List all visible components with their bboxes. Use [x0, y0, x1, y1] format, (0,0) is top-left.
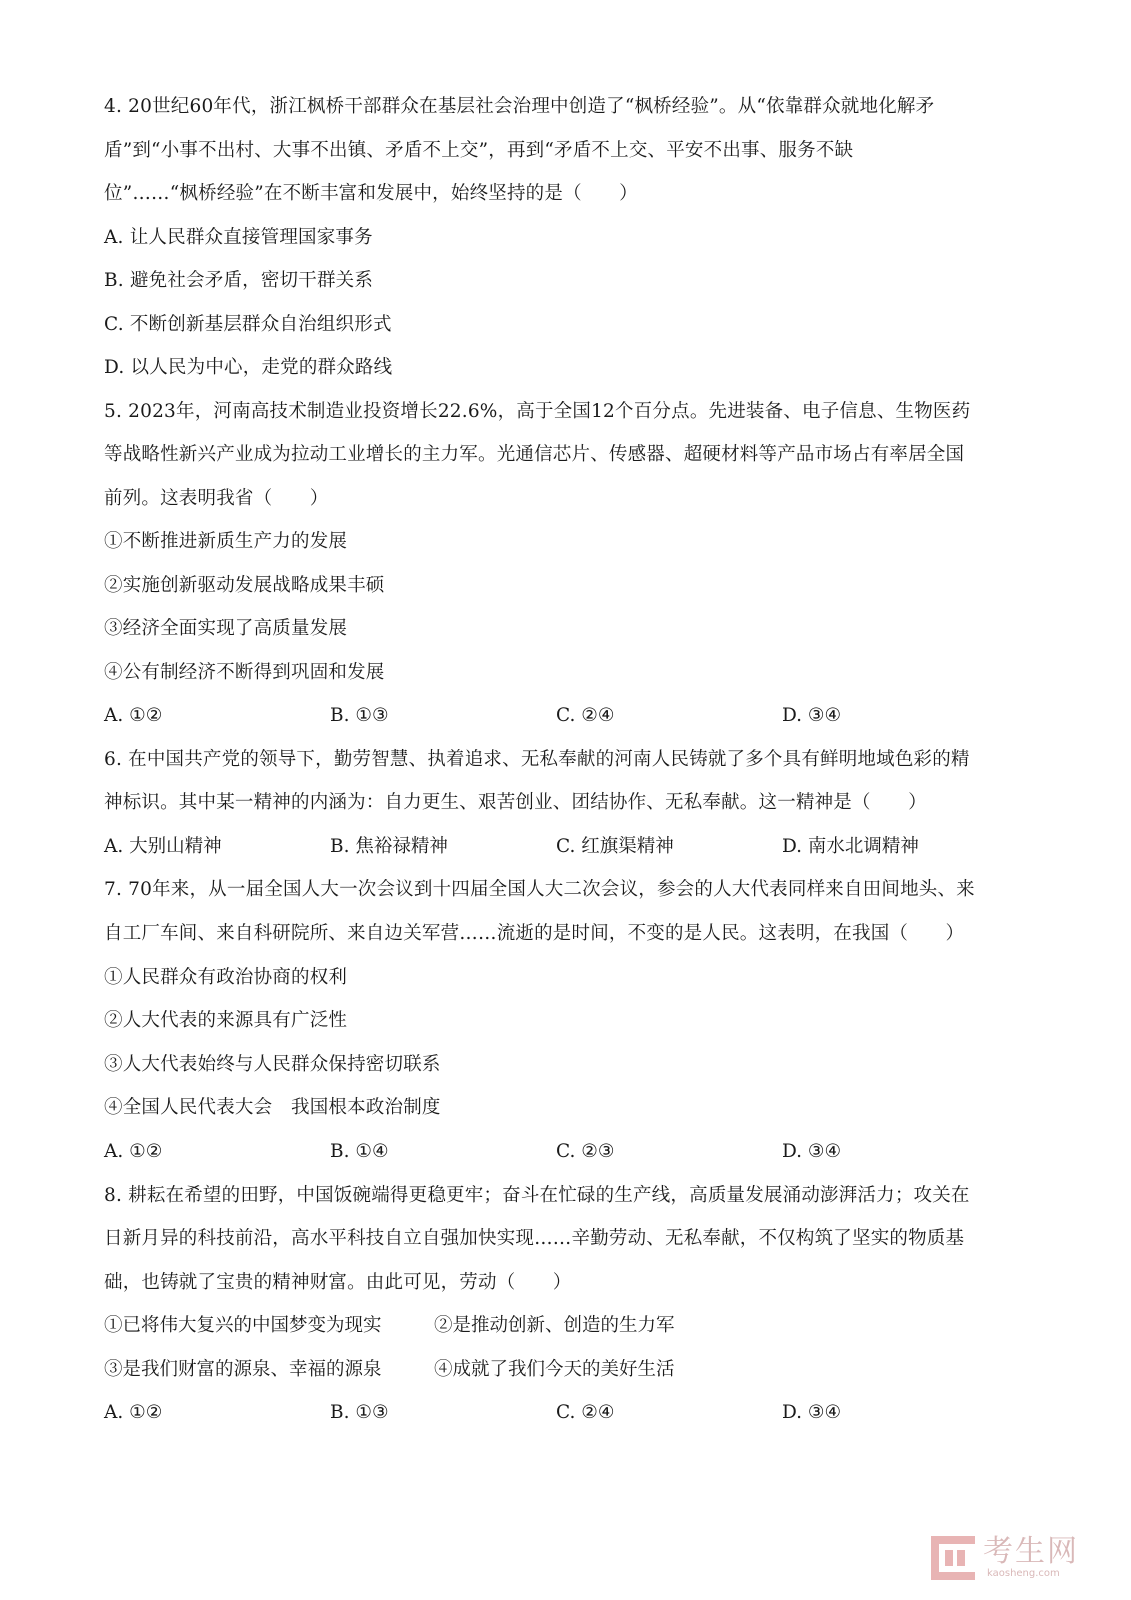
q4-option-b: B. 避免社会矛盾，密切干群关系: [104, 270, 374, 291]
q8-statement-3: ③是我们财富的源泉、幸福的源泉: [104, 1359, 382, 1380]
q5-statement-2: ②实施创新驱动发展战略成果丰硕: [104, 575, 385, 596]
q5-option-d: D. ③④: [782, 705, 842, 726]
watermark-url: kaosheng.com: [987, 1568, 1060, 1579]
q5-options: [104, 703, 1034, 729]
q6-option-c: C. 红旗渠精神: [556, 836, 674, 857]
q8-statements-row2: [104, 1357, 1034, 1383]
watermark-logo-icon: [931, 1536, 975, 1580]
q4-stem-line1: 4. 20世纪60年代，浙江枫桥干部群众在基层社会治理中创造了“枫桥经验”。从“依靠群众就地化解矛: [104, 96, 935, 117]
watermark: [931, 1534, 1091, 1582]
q6-option-d: D. 南水北调精神: [782, 836, 919, 857]
q4-stem-line3: 位”……“枫桥经验”在不断丰富和发展中，始终坚持的是（ ）: [104, 183, 638, 204]
q7-statement-4: ④全国人民代表大会 我国根本政治制度: [104, 1097, 441, 1118]
q8-statement-4: ④成就了我们今天的美好生活: [434, 1359, 675, 1380]
q4-stem-line2: 盾”到“小事不出村、大事不出镇、矛盾不上交”，再到“矛盾不上交、平安不出事、服务不缺: [104, 140, 854, 161]
q5-stem-line2: 等战略性新兴产业成为拉动工业增长的主力军。光通信芯片、传感器、超硬材料等产品市场占有率居全国: [104, 444, 965, 465]
q7-stem-line1: 7. 70年来，从一届全国人大一次会议到十四届全国人大二次会议，参会的人大代表同样来自田间地头、来: [104, 879, 975, 900]
q7-options: [104, 1139, 1034, 1165]
q8-options: [104, 1400, 1034, 1426]
q5-stem-line1: 5. 2023年，河南高技术制造业投资增长22.6%，高于全国12个百分点。先进装备、电子信息、生物医药: [104, 401, 971, 422]
q5-option-c: C. ②④: [556, 705, 615, 726]
q6-options: [104, 834, 1034, 860]
q8-option-a: A. ①②: [104, 1402, 163, 1423]
q7-stem-line2: 自工厂车间、来自科研院所、来自边关军营……流逝的是时间，不变的是人民。这表明，在我国（ ）: [104, 923, 965, 944]
q6-option-a: A. 大别山精神: [104, 836, 222, 857]
q8-statement-1: ①已将伟大复兴的中国梦变为现实: [104, 1315, 382, 1336]
q8-option-d: D. ③④: [782, 1402, 842, 1423]
q7-option-a: A. ①②: [104, 1141, 163, 1162]
q6-stem-line1: 6. 在中国共产党的领导下，勤劳智慧、执着追求、无私奉献的河南人民铸就了多个具有鲜明地域色彩的精: [104, 749, 970, 770]
q6-option-b: B. 焦裕禄精神: [330, 836, 448, 857]
q8-statement-2: ②是推动创新、创造的生力军: [434, 1315, 675, 1336]
q7-statement-3: ③人大代表始终与人民群众保持密切联系: [104, 1054, 441, 1075]
q8-option-b: B. ①③: [330, 1402, 389, 1423]
q7-option-b: B. ①④: [330, 1141, 389, 1162]
q8-stem-line2: 日新月异的科技前沿，高水平科技自立自强加快实现……辛勤劳动、无私奉献，不仅构筑了坚实的物质基: [104, 1228, 965, 1249]
watermark-brand: 考生网: [983, 1534, 1079, 1569]
q7-option-c: C. ②③: [556, 1141, 615, 1162]
q5-option-a: A. ①②: [104, 705, 163, 726]
q8-option-c: C. ②④: [556, 1402, 615, 1423]
q4-option-c: C. 不断创新基层群众自治组织形式: [104, 314, 392, 335]
q5-statement-1: ①不断推进新质生产力的发展: [104, 531, 348, 552]
q5-stem-line3: 前列。这表明我省（ ）: [104, 488, 329, 509]
q8-stem-line3: 础，也铸就了宝贵的精神财富。由此可见，劳动（ ）: [104, 1272, 572, 1293]
q4-option-a: A. 让人民群众直接管理国家事务: [104, 227, 373, 248]
q7-statement-2: ②人大代表的来源具有广泛性: [104, 1010, 348, 1031]
q7-option-d: D. ③④: [782, 1141, 842, 1162]
q6-stem-line2: 神标识。其中某一精神的内涵为：自力更生、艰苦创业、团结协作、无私奉献。这一精神是（ ）: [104, 792, 927, 813]
q8-stem-line1: 8. 耕耘在希望的田野，中国饭碗端得更稳更牢；奋斗在忙碌的生产线，高质量发展涌动澎湃活力；攻关在: [104, 1185, 970, 1206]
q4-option-d: D. 以人民为中心，走党的群众路线: [104, 357, 393, 378]
q7-statement-1: ①人民群众有政治协商的权利: [104, 967, 348, 988]
q5-statement-3: ③经济全面实现了高质量发展: [104, 618, 348, 639]
q5-option-b: B. ①③: [330, 705, 389, 726]
q5-statement-4: ④公有制经济不断得到巩固和发展: [104, 662, 385, 683]
q8-statements-row1: [104, 1313, 1034, 1339]
